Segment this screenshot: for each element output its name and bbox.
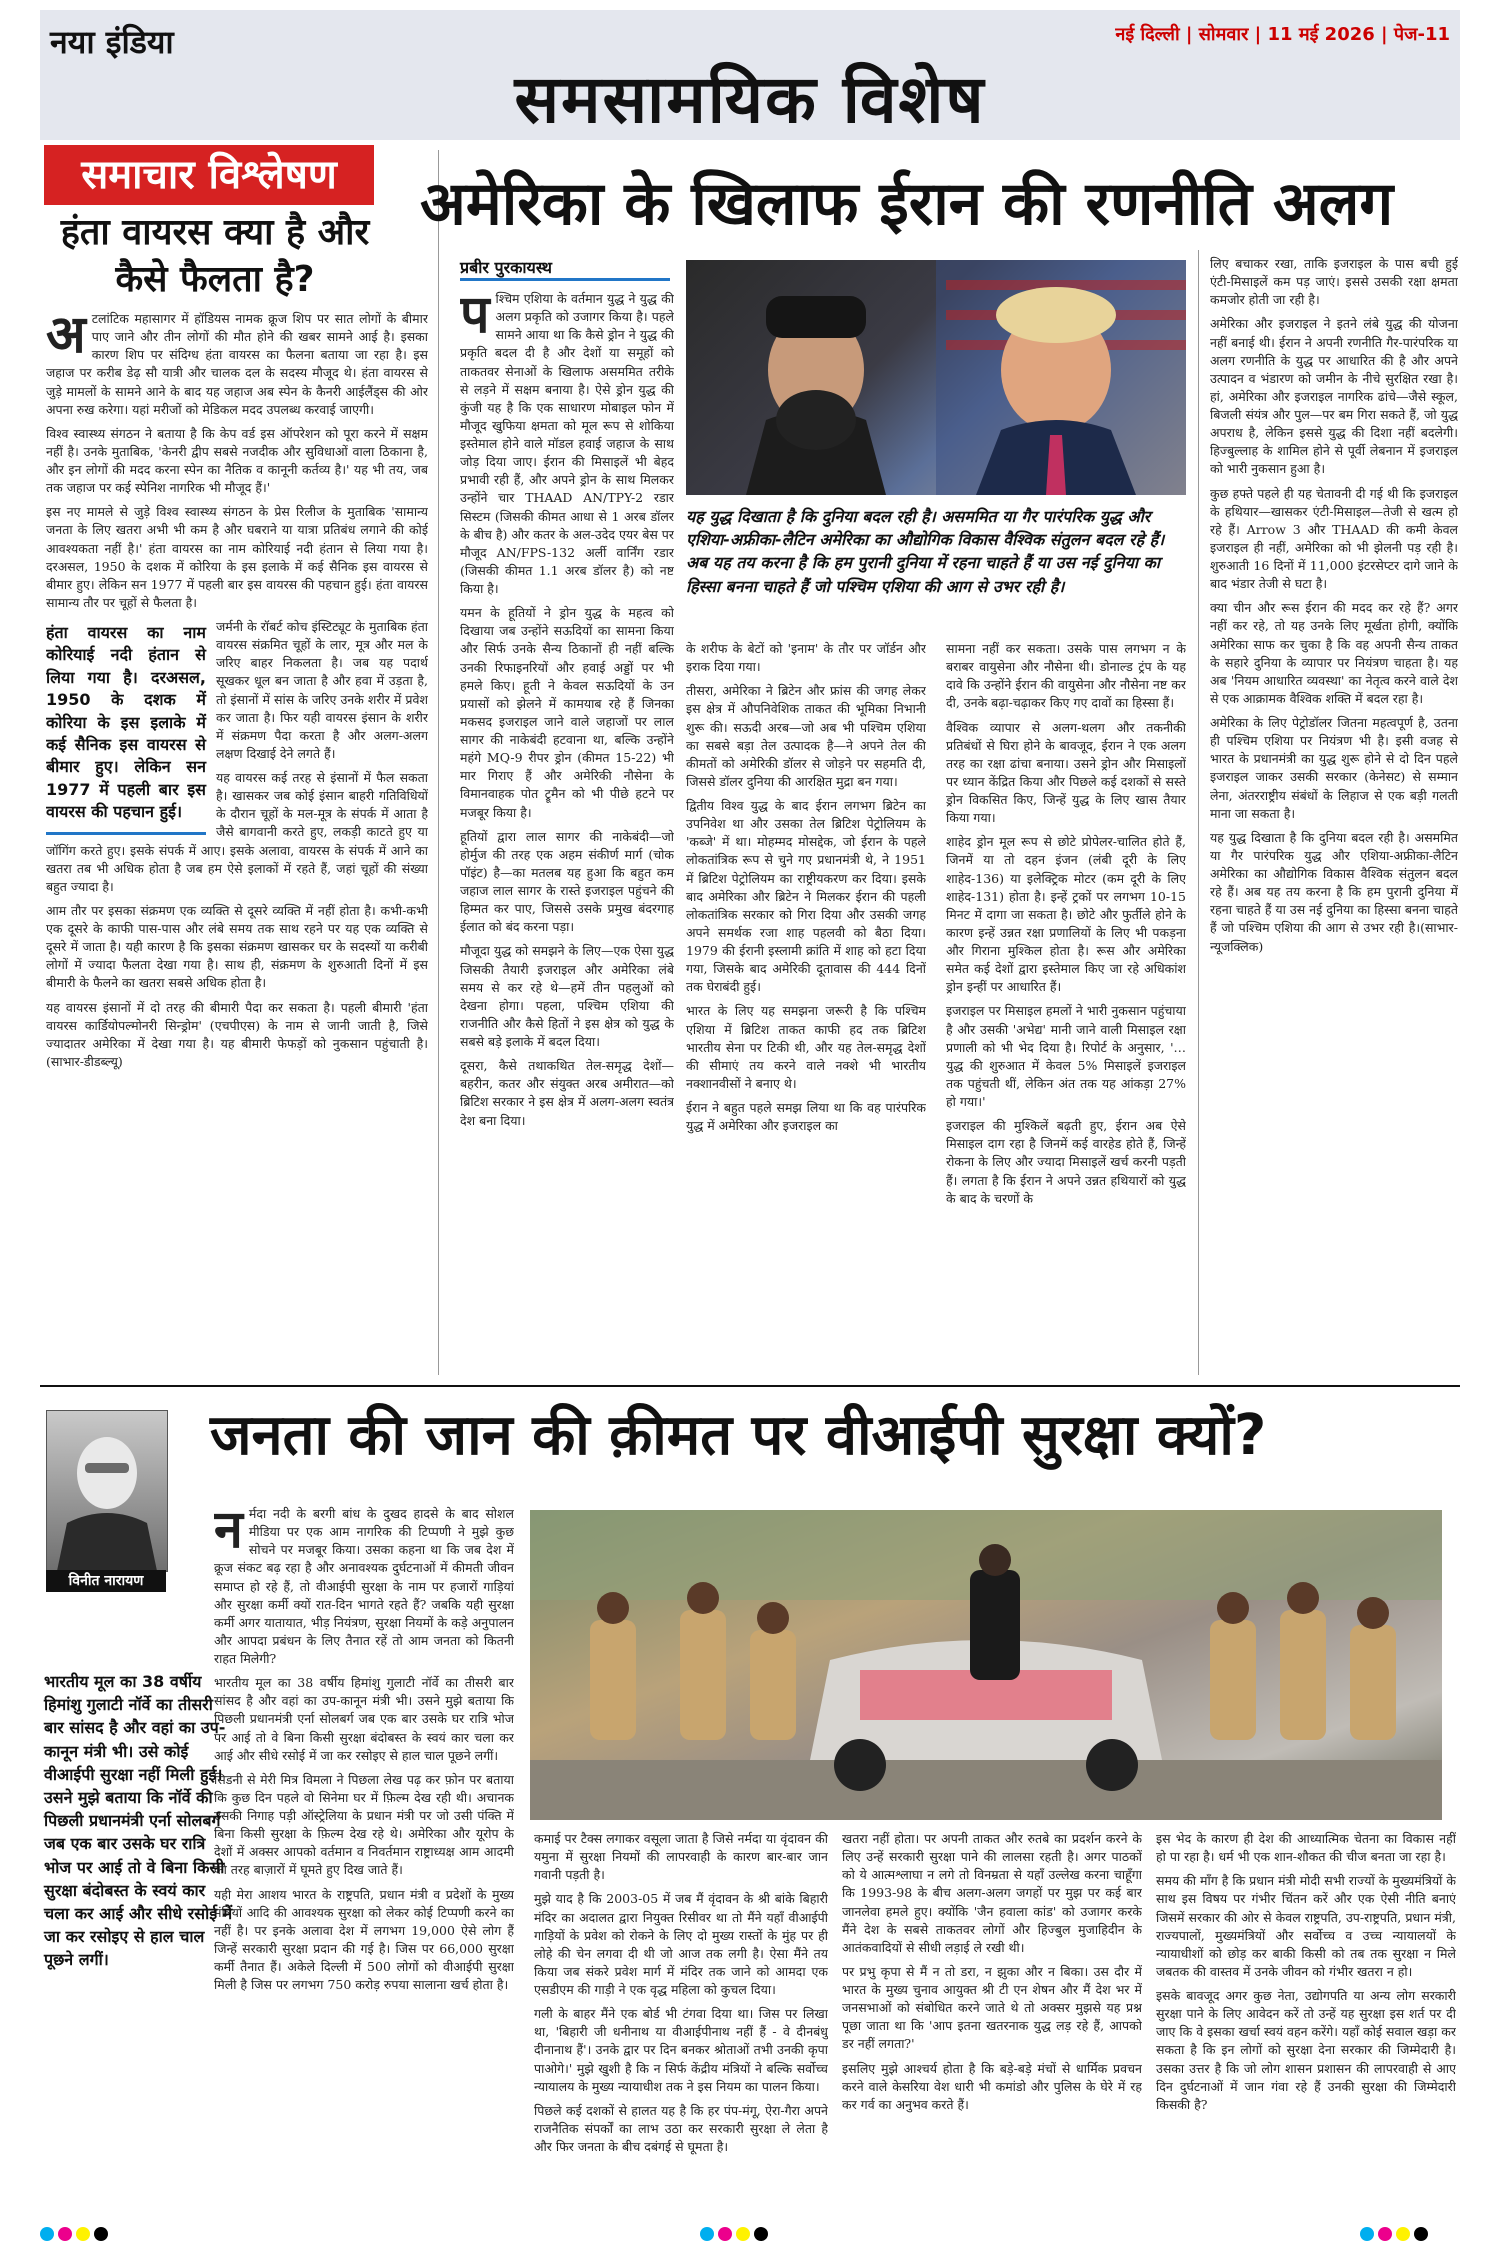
paragraph: सामना नहीं कर सकता। उसके पास लगभग न के बराबर वायुसेना और नौसेना थी। डोनाल्ड ट्रंप के यह दावे कि उन्होंने ईरान की वायुसेना और नौसेना नष्ट कर दी, उनके बढ़ा-चढ़ाकर किए गए दावों का हिस्सा हैं। xyxy=(946,641,1186,711)
paragraph: द्वितीय विश्व युद्ध के बाद ईरान लगभग ब्रिटेन का उपनिवेश था और उसका तेल ब्रिटिश पेट्रोलियम के 'कब्जे' में था। मोहम्मद मोसद्देक, जो ईरान के पहले लोकतांत्रिक रूप से चुने गए प्रधानमंत्री थे, ने 1951 में ब्रिटिश पेट्रोलियम का राष्ट्रीयकरण कर दिया। इसके बाद अमेरिका और ब्रिटेन ने मिलकर ईरान की पहली लोकतांत्रिक सरकार को गिरा दिया और उसकी जगह अपने समर्थक रजा शाह पहलवी को बैठा दिया। 1979 की ईरानी इस्लामी क्रांति में शाह को हटा दिया गया, जिसके बाद अमेरिकी दूतावास की 444 दिनों तक घेराबंदी हुई। xyxy=(686,798,926,995)
magenta-dot xyxy=(1378,2227,1392,2241)
paragraph: यह वायरस इंसानों में दो तरह की बीमारी पैदा कर सकता है। पहली बीमारी 'हंता वायरस कार्डियोपल्मोनरी सिन्ड्रोम' (एचपीएस) के नाम से जानी जाती है, जिसे ज्यादातर अमेरिका में देखा गया है। यह बीमारी फेफड़ों को नुकसान पहुंचाती है।(साभार-डीडब्ल्यू) xyxy=(46,999,428,1069)
paragraph: यह युद्ध दिखाता है कि दुनिया बदल रही है। असममित या गैर पारंपरिक युद्ध और एशिया-अफ्रीका-लैटिन अमेरिका का औद्योगिक विकास वैश्विक संतुलन बदल रहे हैं। अब यह तय करना है कि हम पुरानी दुनिया में रहना चाहते हैं या उस नई दुनिया का हिस्सा बनना चाहते हैं जो पश्चिम एशिया की आग से उभर रही है।(साभार- न्यूजक्लिक) xyxy=(1210,829,1458,954)
byline: प्रबीर पुरकायस्थ xyxy=(460,258,552,277)
paragraph: इस नए मामले से जुड़े विश्व स्वास्थ्य संगठन के प्रेस रिलीज के मुताबिक 'सामान्य जनता के लिए खतरा अभी भी कम है और घबराने या यात्रा प्रतिबंध लगाने की कोई आवश्यकता नहीं है।' हंता वायरस का नाम कोरियाई नदी हंतान से लिया गया है। दरअसल, 1950 के दशक में कोरिया के इस इलाके में कई सैनिक इस वायरस से बीमार हुए। लेकिन सन 1977 में पहली बार इस वायरस की पहचान हुई। हंता वायरस सामान्य तौर पर चूहों से फैलता है। xyxy=(46,504,428,610)
paragraph: पिछले कई दशकों से हालत यह है कि हर पंप-मंगू, ऐरा-गैरा अपने राजनैतिक संपर्कों का लाभ उठा कर सरकारी सुरक्षा ले लेता है और फिर जनता के बीच दबंगई से घूमता है। xyxy=(534,2102,828,2154)
yellow-dot xyxy=(736,2227,750,2241)
iran-photo xyxy=(686,260,1186,495)
magenta-dot xyxy=(718,2227,732,2241)
paragraph: इसके बावजूद अगर कुछ नेता, उद्योगपति या अन्य लोग सरकारी सुरक्षा पाने के लिए आवेदन करें तो उन्हें यह सुरक्षा इस शर्त पर दी जाए कि वे इसका खर्चा स्वयं वहन करेंगे। यहाँ कोई सवाल खड़ा कर सकता है कि इन लोगों को सुरक्षा देना सरकार की जिम्मेदारी है। उसका उत्तर है कि जो लोग शासन प्रशासन की लापरवाही से आए दिन दुर्घटनाओं में जान गंवा रहे हैं उनकी सुरक्षा की जिम्मेदारी किसकी है? xyxy=(1156,1988,1456,2112)
photo-illustration xyxy=(686,260,1186,495)
registration-marks-right xyxy=(1360,2226,1432,2245)
paragraph: वैश्विक व्यापार से अलग-थलग और तकनीकी प्रतिबंधों से घिरा होने के बावजूद, ईरान ने एक अलग तरह का रक्षा ढांचा बनाया। उसने ड्रोन और मिसाइलों पर ध्यान केंद्रित किया और पिछले कई दशकों से सस्ते ड्रोन विकसित किए, जिन्हें युद्ध के लिए खास तैयार किया गया। xyxy=(946,719,1186,826)
vip-headline: जनता की जान की क़ीमत पर वीआईपी सुरक्षा क्यों? xyxy=(210,1403,1267,1468)
iran-photo-caption: यह युद्ध दिखाता है कि दुनिया बदल रही है। असममित या गैर पारंपरिक युद्ध और एशिया-अफ्रीका-लैटिन अमेरिका का औद्योगिक विकास वैश्विक संतुलन बदल रहे हैं। अब यह तय करना है कि हम पुरानी दुनिया में रहना चाहते हैं या उस नई दुनिया का हिस्सा बनना चाहते हैं जो पश्चिम एशिया की आग से उभर रही है। xyxy=(686,507,1165,596)
photo-illustration xyxy=(530,1510,1442,1820)
paragraph: यही मेरा आशय भारत के राष्ट्रपति, प्रधान मंत्री व प्रदेशों के मुख्य मंत्रियों आदि की आवश्यक सुरक्षा को लेकर कोई टिप्पणी करने का नहीं है। पर इनके अलावा देश में लगभग 19,000 ऐसे लोग हैं जिन्हें सरकारी सुरक्षा प्रदान की गई है। जिस पर 66,000 सुरक्षा कर्मी तैनात हैं। अकेले दिल्ली में 500 लोगों को वीआईपी सुरक्षा मिली है जिस पर लगभग 750 करोड़ रुपया सालाना खर्च होता है। xyxy=(214,1886,514,1993)
paragraph: गली के बाहर मैंने एक बोर्ड भी टंगवा दिया था। जिस पर लिखा था, 'बिहारी जी धनीनाथ या वीआईपीनाथ नहीं हैं - वे दीनबंधु दीनानाथ हैं'। उनके द्वार पर दिन बनकर श्रोताओं तभी उनकी कृपा पाओगे।' मुझे खुशी है कि न सिर्फ केंद्रीय मंत्रियों ने बल्कि सर्वोच्च न्यायालय के मुख्य न्यायाधीश तक ने इस नियम का पालन किया। xyxy=(534,2006,828,2094)
left-headline: हंता वायरस क्या है और कैसे फैलता है? xyxy=(60,212,370,300)
registration-marks-left xyxy=(40,2226,112,2245)
paragraph: अमेरिका के लिए पेट्रोडॉलर जितना महत्वपूर्ण है, उतना ही पश्चिम एशिया पर नियंत्रण भी है। इसी वजह से भारत के प्रधानमंत्री का युद्ध शुरू होने से दो दिन पहले इजराइल जाकर उसकी सरकार (केनेसट) से सम्मान लेना, अंतरराष्ट्रीय संबंधों के लिहाज से एक बड़ी गलती माना जा सकता है। xyxy=(1210,715,1458,821)
registration-marks-center xyxy=(700,2226,772,2245)
paragraph: समय की माँग है कि प्रधान मंत्री मोदी सभी राज्यों के मुख्यमंत्रियों के साथ इस विषय पर गंभीर चिंतन करें और एक ऐसी नीति बनाएं जिसमें सरकार की ओर से केवल राष्ट्रपति, उप-राष्ट्रपति, प्रधान मंत्री, राज्यपालों, मुख्यमंत्रियों और सर्वोच्च व उच्च न्यायालयों के न्यायाधीशों को छोड़ कर बाकी किसी को तब तक सुरक्षा न मिले जबतक की वास्तव में उनके जीवन को गंभीर खतरा न हो। xyxy=(1156,1873,1456,1979)
pull-quote: हंता वायरस का नाम कोरियाई नदी हंतान से लिया गया है। दरअसल, 1950 के दशक में कोरिया के इस इलाके में कई सैनिक इस वायरस से बीमार हुए। लेकिन सन 1977 में पहली बार इस वायरस की पहचान हुई। xyxy=(46,623,206,822)
paragraph: लिए बचाकर रखा, ताकि इजराइल के पास बची हुई एंटी-मिसाइलें कम पड़ जाएं। इससे उसकी रक्षा क्षमता कमजोर होती जा रही है। xyxy=(1210,256,1458,308)
black-dot xyxy=(754,2227,768,2241)
paragraph: यमन के हूतियों ने ड्रोन युद्ध के महत्व को दिखाया जब उन्होंने सऊदियों का सामना किया और सिर्फ उनके सैन्य ठिकानों ही नहीं बल्कि उनकी रिफाइनरियों और हवाई अड्डों पर भी हमले किए। हूती ने केवल सऊदियों के उन प्रयासों को झेलने में कामयाब रहे हैं जिनका मकसद इजराइल जाने वाले जहाजों पर लाल सागर की नाकेबंदी हटवाना था, बल्कि उन्होंने महंगे MQ-9 रीपर ड्रोन (कीमत 15-22) भी मार गिराए हैं और अमेरिकी नौसेना के विमानवाहक पोत ट्रूमैन को भी पीछे हटने पर मजबूर किया है। xyxy=(460,605,674,820)
yellow-dot xyxy=(76,2227,90,2241)
paragraph: इजराइल की मुश्किलें बढ़ती हुए, ईरान अब ऐसे मिसाइल दाग रहा है जिनमें कई वारहेड होते हैं, जिन्हें रोकना के लिए और ज्यादा मिसाइलें खर्च करनी पड़ती हैं। लगता है कि ईरान ने अपने उन्नत हथियारों को युद्ध के बाद के चरणों के xyxy=(946,1118,1186,1206)
vip-convoy-photo xyxy=(530,1510,1442,1820)
paragraph: क्या चीन और रूस ईरान की मदद कर रहे हैं? अगर नहीं कर रहे, तो यह उनके लिए मूर्खता होगी, क्योंकि अमेरिका साफ कर चुका है कि वह अपनी सैन्य ताकत के सहारे दुनिया के व्यापार पर नियंत्रण चाहता है। यह अब 'नियम आधारित व्यवस्था' का नेतृत्व करने वाले देश से एक आक्रामक वैश्विक शक्ति में बदल रहा है। xyxy=(1210,600,1458,706)
iran-col-2 xyxy=(686,640,926,1375)
paragraph: र्मदा नदी के बरगी बांध के दुखद हादसे के बाद सोशल मीडिया पर एक आम नागरिक की टिप्पणी ने मुझे कुछ सोचने पर मजबूर किया। उसका कहना था कि जब देश में क्रूज संकट बढ़ रहा है और अनावश्यक दुर्घटनाओं में कीमती जीवन समाप्त हो रहे हैं, तो वीआईपी सुरक्षा के नाम पर हजारों गाड़ियां और सुरक्षा कर्मी क्यों रात-दिन भागते रहते हैं? जबकि यही सुरक्षा कर्मी अगर यातायात, भीड़ नियंत्रण, सुरक्षा नियमों के कड़े अनुपालन और आपदा प्रबंधन के लिए तैनात रहें तो आम जनता को कितनी राहत मिलेगी? xyxy=(214,1506,514,1666)
paragraph: टलांटिक महासागर में हॉडियस नामक क्रूज शिप पर सात लोगों के बीमार पाए जाने और तीन लोगों की मौत होने की खबर सामने आई है। इसका कारण शिप पर संदिग्ध हंता वायरस का फैलना बताया जा रहा है। इस जहाज पर करीब डेढ़ सौ यात्री और चालक दल के सदस्य मौजूद थे। हंता वायरस से जुड़े मामलों के सामने आने के बाद यह जहाज अब स्पेन के कैनरी आईलैंड्स की ओर अपना रुख करेगा। यहां मरीजों को मेडिकल मदद उपलब्ध करवाई जाएगी। xyxy=(46,311,428,417)
paragraph: तीसरा, अमेरिका ने ब्रिटेन और फ्रांस की जगह लेकर इस क्षेत्र में औपनिवेशिक ताकत की भूमिका निभानी शुरू की। सऊदी अरब—जो अब भी पश्चिम एशिया का सबसे बड़ा तेल उत्पादक है—ने अपने तेल की कीमतों को अमेरिकी डॉलर से जोड़ने पर सहमति दी, जिससे डॉलर दुनिया की आरक्षित मुद्रा बन गया। xyxy=(686,683,926,789)
vip-col-3 xyxy=(842,1830,1142,2208)
paragraph: ईरान ने बहुत पहले समझ लिया था कि वह पारंपरिक युद्ध में अमेरिका और इजराइल का xyxy=(686,1100,926,1134)
paragraph: सिडनी से मेरी मित्र विमला ने पिछला लेख पढ़ कर फ़ोन पर बताया कि कुछ दिन पहले वो सिनेमा घर में फ़िल्म देख रही थी। अचानक उसकी निगाह पड़ी ऑस्ट्रेलिया के प्रधान मंत्री पर जो उसी पंक्ति में बिना किसी सुरक्षा के फ़िल्म देख रहे थे। अमेरिका और यूरोप के देशों में अक्सर आपको वर्तमान व निवर्तमान राष्ट्राध्यक्ष आम आदमी की तरह बाज़ारों में घूमते हुए दिख जाते हैं। xyxy=(214,1771,514,1878)
paragraph: मुझे याद है कि 2003-05 में जब मैं वृंदावन के श्री बांके बिहारी मंदिर का अदालत द्वारा नियुक्त रिसीवर था तो मैंने यहाँ वीआईपी गाड़ियों के प्रवेश को रोकने के लिए दो मुख्य रास्तों के मुंह पर ही लोहे की चेन लगवा दी थी जो आज तक लगी है। ऐसा मैंने तय किया जब संकरे प्रवेश मार्ग में मंदिर तक जाने को आमदा एक एसडीएम की गाड़ी ने एक वृद्ध महिला को कुचल दिया। xyxy=(534,1891,828,1997)
black-dot xyxy=(94,2227,108,2241)
iran-headline: अमेरिका के खिलाफ ईरान की रणनीति अलग xyxy=(420,169,1394,239)
iran-col-1 xyxy=(460,290,674,1375)
paragraph: श्चिम एशिया के वर्तमान युद्ध ने युद्ध की अलग प्रकृति को उजागर किया है। पहले सामने आया था कि कैसे ड्रोन ने युद्ध की प्रकृति बदल दी है और देशों या समूहों को ताकतवर सेनाओं के खिलाफ असममित तरीके से लड़ने में सक्षम बनाया है। ऐसे ड्रोन युद्ध की कुंजी यह है कि एक साधारण मोबाइल फोन में मौजूद खुफिया क्षमता को मूल रूप से शोकिया इस्तेमाल होने वाले मॉडल हवाई जहाज के साथ जोड़ दिया जाए। ईरान की मिसाइलें भी बेहद प्रभावी रही हैं, और अपने ड्रोन के साथ मिलकर उन्होंने चार THAAD AN/TPY-2 रडार सिस्टम (जिसकी कीमत आधा से 1 अरब डॉलर के बीच है) और कतर के अल-उदेद एयर बेस पर मौजूद AN/FPS-132 अर्ली वार्निंग रडार (जिसकी कीमत 1.1 अरब डॉलर है) को नष्ट किया है। xyxy=(460,291,674,596)
black-dot xyxy=(1414,2227,1428,2241)
paragraph: जर्मनी के रॉबर्ट कोच इंस्टिट्यूट के मुताबिक हंता वायरस संक्रमित चूहों के लार, मूत्र और मल के जरिए बाहर निकलता है। जब यह पदार्थ सूखकर धूल बन जाता है और हवा में उड़ता है, तो इंसानों में सांस के जरिए उनके शरीर में प्रवेश कर जाता है। फिर यही वायरस इंसान के शरीर में संक्रमण पैदा करता है और अलग-अलग लक्षण दिखाई देने लगते हैं। xyxy=(216,619,428,761)
paragraph: इस भेद के कारण ही देश की आध्यात्मिक चेतना का विकास नहीं हो पा रहा है। धर्म भी एक शान-शौकत की चीज बनता जा रहा है। xyxy=(1156,1831,1456,1865)
paragraph: इसलिए मुझे आश्चर्य होता है कि बड़े-बड़े मंचों से धार्मिक प्रवचन करने वाले केसरिया वेश धारी भी कमांडो और पुलिस के घेरे में रह कर गर्व का अनुभव करते हैं। xyxy=(842,2060,1142,2112)
section-title: समसामयिक विशेष xyxy=(514,61,986,138)
dropcap: न xyxy=(214,1505,243,1560)
magenta-dot xyxy=(58,2227,72,2241)
paragraph: भारतीय मूल का 38 वर्षीय हिमांशु गुलाटी नॉर्वे का तीसरी बार सांसद है और वहां का उप-कानून मंत्री भी। उसने मुझे बताया कि पिछली प्रधानमंत्री एर्ना सोलबर्ग जब एक बार उसके घर रात्रि भोज पर आई तो वे बिना किसी सुरक्षा बंदोबस्त के स्वयं कार चला कर आई और सीधे रसोई में जा कर रसोइए से हाल चाल पूछने लगीं। xyxy=(214,1675,514,1763)
section-separator xyxy=(40,1385,1460,1387)
vip-col-4 xyxy=(1156,1830,1456,2208)
column-divider xyxy=(1198,250,1199,1375)
paragraph: आम तौर पर इसका संक्रमण एक व्यक्ति से दूसरे व्यक्ति में नहीं होता है। कभी-कभी एक दूसरे के काफी पास-पास और लंबे समय तक साथ रहने पर यह एक व्यक्ति से दूसरे में जाता है। यही कारण है कि इसका संक्रमण खासकर घर के सदस्यों या करीबी लोगों में ज्यादा फैलता देखा गया है। साथ ही, संक्रमण के शुरुआती दिनों में इस बीमारी के फैलने का खतरा सबसे अधिक होता है। xyxy=(46,902,428,991)
paragraph: खतरा नहीं होता। पर अपनी ताकत और रुतबे का प्रदर्शन करने के लिए उन्हें सरकारी सुरक्षा पाने की लालसा रहती है। अगर पाठकों को ये आत्मश्लाघा न लगे तो विनम्रता से यहाँ उल्लेख करना चाहूँगा कि 1993-98 के बीच अलग-अलग जगहों पर मुझ पर कई बार जानलेवा हमले हुए। क्योंकि 'जैन हवाला कांड' को उजागर करके मैंने देश के सबसे ताकतवर लोगों और हिज्बुल मुजाहिदीन के आतंकवादियों से सीधी लड़ाई ले रखी थी। xyxy=(842,1831,1142,1955)
byline-rule xyxy=(460,278,670,281)
paragraph: मौजूदा युद्ध को समझने के लिए—एक ऐसा युद्ध जिसकी तैयारी इजराइल और अमेरिका लंबे समय से कर रहे थे—हमें तीन पहलुओं को देखना होगा। पहला, पश्चिम एशिया की राजनीति और कैसे हितों ने इस क्षेत्र को युद्ध के सबसे बड़े इलाके में बदल दिया। xyxy=(460,943,674,1049)
paragraph: के शरीफ के बेटों को 'इनाम' के तौर पर जॉर्डन और इराक दिया गया। xyxy=(686,641,926,675)
cyan-dot xyxy=(1360,2227,1374,2241)
paragraph: कमाई पर टैक्स लगाकर वसूला जाता है जिसे नर्मदा या वृंदावन की यमुना में सुरक्षा नियमों की लापरवाही के कारण बार-बार जान गवानी पड़ती है। xyxy=(534,1831,828,1883)
paragraph: अमेरिका और इजराइल ने इतने लंबे युद्ध की योजना नहीं बनाई थी। ईरान ने अपनी रणनीति गैर-पारंपरिक या अलग रणनीति के युद्ध पर आधारित की है और अपने उत्पादन व भंडारण को जमीन के नीचे सुरक्षित रखा है। हां, अमेरिका और इजराइल नागरिक ढांचे—जैसे स्कूल, बिजली संयंत्र और पुल—पर बम गिरा सकते हैं, जो युद्ध अपराध है, लेकिन इससे युद्ध की दिशा नहीं बदलेगी। हिज्बुल्लाह के शामिल होने से पूर्वी लेबनान में इजराइल को भारी नुकसान हुआ है। xyxy=(1210,316,1458,477)
dropcap: अ xyxy=(46,310,86,365)
paragraph: हूतियों द्वारा लाल सागर की नाकेबंदी—जो होर्मुज की तरह एक अहम संकीर्ण मार्ग (चोक पॉइंट) है—का मतलब यह हुआ कि बहुत कम जहाज लाल सागर के रास्ते इजराइल पहुंचने की हिम्मत कर पाए, जिससे उसके प्रमुख बंदरगाह ईलात को बंद करना पड़ा। xyxy=(460,828,674,935)
yellow-dot xyxy=(1396,2227,1410,2241)
dropcap: प xyxy=(460,290,490,345)
paragraph: यह वायरस कई तरह से इंसानों में फैल सकता है। खासकर जब कोई इंसान बाहरी गतिविधियों के दौरान चूहों के मल-मूत्र के संपर्क में आता है जैसे बागवानी करते हुए, लकड़ी काटते हुए या जॉगिंग करते हुए। इसके संपर्क में आए। इसके अलावा, वायरस के संपर्क में आने का खतरा तब भी अधिक होता है जब हम ऐसे इलाकों में रहते हैं, जहां चूहों की संख्या बहुत ज्यादा है। xyxy=(46,770,428,894)
paragraph: कुछ हफ्ते पहले ही यह चेतावनी दी गई थी कि इजराइल के हथियार—खासकर एंटी-मिसाइल—तेजी से खत्म हो रहे हैं। Arrow 3 और THAAD की कमी केवल इजराइल ही नहीं, अमेरिका को भी झेलनी पड़ रही है। शुरुआती 16 दिनों में 11,000 इंटरसेप्टर दागे जाने के बाद भंडार तेजी से घटा है। xyxy=(1210,485,1458,592)
iran-col-4 xyxy=(1210,255,1458,1375)
author-photo xyxy=(46,1410,168,1572)
newspaper-logo: नया इंडिया xyxy=(50,23,174,61)
iran-col-3 xyxy=(946,640,1186,1375)
paragraph: शाहेद ड्रोन मूल रूप से छोटे प्रोपेलर-चालित होते हैं, जिनमें या तो दहन इंजन (लंबी दूरी के लिए शाहेद-136) या इलेक्ट्रिक मोटर (कम दूरी के लिए शाहेद-131) होता है। इन्हें ट्रकों पर लगभग 10-15 मिनट में दागा जा सकता है। छोटे और फुर्तीले होने के कारण इन्हें उन्नत रक्षा प्रणालियों के लिए भी पकड़ना और गिराना मुश्किल होता है। रूस और अमेरिका समेत कई देशों द्वारा इस्तेमाल किए जा रहे अधिकांश ड्रोन इन्हीं पर आधारित हैं। xyxy=(946,834,1186,995)
pull-quote-box xyxy=(46,622,206,835)
vip-col-2 xyxy=(534,1830,828,2208)
paragraph: पर प्रभु कृपा से मैं न तो डरा, न झुका और न बिका। उस दौर में भारत के मुख्य चुनाव आयुक्त श्री टी एन शेषन और मैं देश भर में जनसभाओं को संबोधित करने जाते थे तो अक्सर मुझसे यह प्रश्न पूछा जाता था कि 'आप इतना खतरनाक युद्ध लड़ रहे हैं, आपको डर नहीं लगता?' xyxy=(842,1963,1142,2052)
vip-pull-quote: भारतीय मूल का 38 वर्षीय हिमांशु गुलाटी नॉर्वे का तीसरी बार सांसद है और वहां का उप-कानून मंत्री भी। उसे कोई वीआईपी सुरक्षा नहीं मिली हुई। उसने मुझे बताया कि नॉर्वे की पिछली प्रधानमंत्री एर्ना सोलबर्ग जब एक बार उसके घर रात्रि भोज पर आई तो वे बिना किसी सुरक्षा बंदोबस्त के स्वयं कार चला कर आई और सीधे रसोई में जा कर रसोइए से हाल चाल पूछने लगीं। xyxy=(44,1672,233,1970)
author-portrait xyxy=(47,1411,167,1571)
paragraph: विश्व स्वास्थ्य संगठन ने बताया है कि केप वर्ड इस ऑपरेशन को पूरा करने में सक्षम नहीं है। उनके मुताबिक, 'केनरी द्वीप सबसे नजदीक और सुविधाओं वाला ठिकाना है, और इन लोगों की मदद करना स्पेन का नैतिक व कानूनी कर्तव्य है।' यह भी तय, जब तक जहाज पर कई स्पेनिश नागरिक भी मौजूद हैं।' xyxy=(46,425,428,496)
vip-col-1 xyxy=(214,1505,514,2205)
dateline: नई दिल्ली | सोमवार | 11 मई 2026 | पेज-11 xyxy=(1115,24,1450,45)
cyan-dot xyxy=(40,2227,54,2241)
cyan-dot xyxy=(700,2227,714,2241)
author-name: विनीत नारायण xyxy=(46,1570,166,1592)
paragraph: भारत के लिए यह समझना जरूरी है कि पश्चिम एशिया में ब्रिटिश ताकत काफी हद तक ब्रिटिश भारतीय सेना पर टिकी थी, और यह तेल-समृद्ध देशों की सीमाएं तय करने वाले नक्शे भी भारतीय नक्शानवीसों ने बनाए थे। xyxy=(686,1003,926,1091)
paragraph: इजराइल पर मिसाइल हमलों ने भारी नुकसान पहुंचाया है और उसकी 'अभेद्य' मानी जाने वाली मिसाइल रक्षा प्रणाली को भी भेद दिया है। रिपोर्ट के अनुसार, '…युद्ध की शुरुआत में केवल 5% मिसाइलें इजराइल तक पहुंचती थीं, लेकिन अंत तक यह आंकड़ा 27% हो गया।' xyxy=(946,1003,1186,1109)
column-divider xyxy=(438,150,439,1375)
section-tag: समाचार विश्लेषण xyxy=(44,145,374,205)
paragraph: दूसरा, कैसे तथाकथित तेल-समृद्ध देशों—बहरीन, कतर और संयुक्त अरब अमीरात—को ब्रिटिश सरकार ने इस क्षेत्र में अलग-अलग स्वतंत्र देश बना दिया। xyxy=(460,1058,674,1128)
